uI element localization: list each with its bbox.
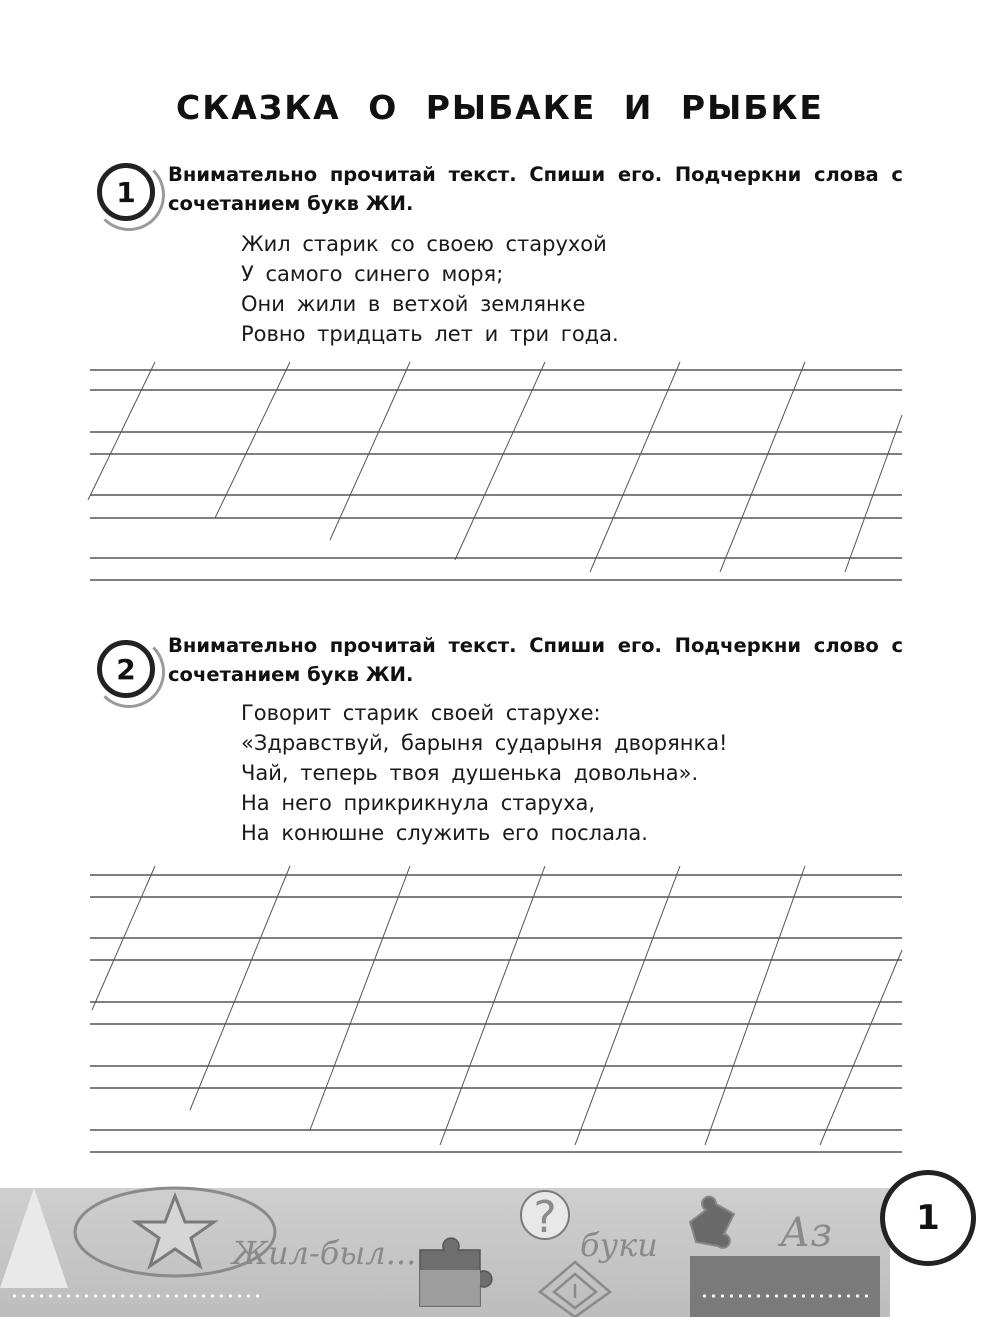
maze-icon: [540, 1262, 610, 1317]
page-number: 1: [880, 1170, 976, 1266]
puzzle-piece-icon: [690, 1197, 734, 1248]
poem-line: На конюшне служить его послала.: [241, 821, 648, 845]
poem-line: На него прикрикнула старуха,: [241, 791, 596, 815]
task-1-number: 1: [97, 163, 155, 221]
poem-line: Говорит старик своей старухе:: [241, 701, 601, 725]
poem-line: Ровно тридцать лет и три года.: [241, 322, 619, 346]
task-2-instruction: Внимательно прочитай текст. Спиши его. Подчеркни слово с сочетанием букв ЖИ.: [168, 634, 903, 686]
task-1-instruction: Внимательно прочитай текст. Спиши его. Подчеркни слова с сочетанием букв ЖИ.: [168, 163, 903, 215]
poem-line: Они жили в ветхой землянке: [241, 292, 586, 316]
page-title: СКАЗКА О РЫБАКЕ И РЫБКЕ: [176, 88, 824, 127]
poem-line: «Здравствуй, барыня сударыня дворянка!: [241, 731, 728, 755]
poem-line: У самого синего моря;: [241, 262, 504, 286]
script-text-zhil-byl: Жил-был...: [232, 1234, 417, 1272]
poem-line: Жил старик со своею старухой: [241, 232, 607, 256]
poem-line: Чай, теперь твоя душенька довольна».: [241, 761, 699, 785]
puzzle-piece-icon: [420, 1238, 492, 1306]
star-icon: [136, 1196, 214, 1266]
script-text-buki: буки: [580, 1226, 658, 1264]
script-text-az: Аз: [780, 1210, 833, 1256]
task-2-number: 2: [97, 640, 155, 698]
question-mark-glyph: ?: [533, 1192, 557, 1243]
